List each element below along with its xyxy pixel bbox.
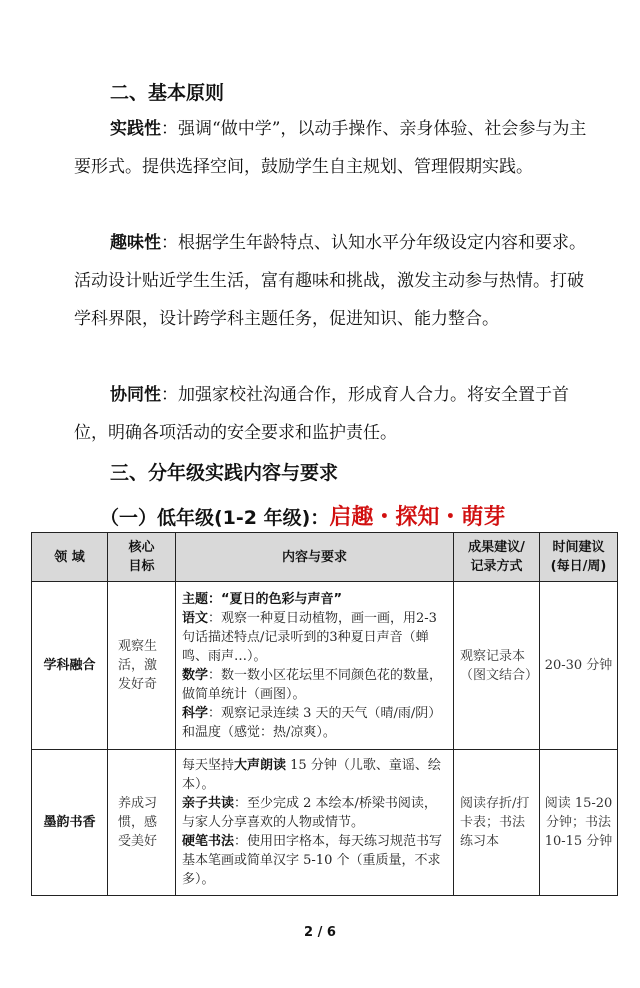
header-content: 内容与要求 [176,533,454,582]
subsection-heading [100,500,505,531]
cell-domain: 墨韵书香 [32,750,108,896]
table-row [32,582,618,750]
cell-result: 阅读存折/打卡表；书法练习本 [454,750,540,896]
header-result: 成果建议/ 记录方式 [454,533,540,582]
paragraph-lead: 实践性 [110,119,161,139]
cell-time: 阅读 15-20 分钟；书法 10-15 分钟 [540,750,618,896]
practice-table [31,532,618,896]
header-time: 时间建议 (每日/周) [540,533,618,582]
cell-result: 观察记录本（图文结合） [454,582,540,750]
section-heading-grades: 三、分年级实践内容与要求 [110,462,339,484]
cell-content: 每天坚持大声朗读 15 分钟（儿歌、童谣、绘本）。 亲子共读：至少完成 2 本绘本/桥梁书阅读，与家人分享喜欢的人物或情节。 硬笔书法：使用田字格本，每天练习规范书写基本笔画或简单汉字 5-10 个（重质量，不求多）。 [176,750,454,896]
header-domain: 领 域 [32,533,108,582]
cell-goal: 养成习惯，感受美好 [108,750,176,896]
section-heading-principles: 二、基本原则 [110,82,225,104]
header-goal: 核心 目标 [108,533,176,582]
subsection-highlight: 启趣・探知・萌芽 [329,504,506,530]
paragraph-collab [74,376,588,452]
paragraph-text: ：强调“做中学”，以动手操作、亲身体验、社会参与为主要形式。提供选择空间，鼓励学生自主规划、管理假期实践。 [74,119,587,177]
table-row [32,750,618,896]
subsection-prefix: （一）低年级(1-2 年级)： [100,507,330,529]
page-number: 2 / 6 [304,925,336,940]
cell-time: 20-30 分钟 [540,582,618,750]
cell-goal: 观察生活，激发好奇 [108,582,176,750]
paragraph-lead: 趣味性 [110,233,161,253]
cell-domain: 学科融合 [32,582,108,750]
paragraph-text: ：加强家校社沟通合作，形成育人合力。将安全置于首位，明确各项活动的安全要求和监护责任。 [74,385,569,443]
cell-content: 主题：“夏日的色彩与声音” 语文：观察一种夏日动植物，画一画，用2-3句话描述特点/记录听到的3种夏日声音（蝉鸣、雨声…）。 数学：数一数小区花坛里不同颜色花的数量，做简单统计（画图）。 科学：观察记录连续 3 天的天气（晴/雨/阴）和温度（感觉：热/凉爽）。 [176,582,454,750]
paragraph-lead: 协同性 [110,385,161,405]
theme-title: “夏日的色彩与声音” [221,591,343,607]
paragraph-text: ：根据学生年龄特点、认知水平分年级设定内容和要求。活动设计贴近学生生活，富有趣味和挑战，激发主动参与热情。打破学科界限，设计跨学科主题任务，促进知识、能力整合。 [74,233,586,329]
paragraph-fun [74,224,588,338]
paragraph-practice [74,110,588,186]
table-header-row [32,533,618,582]
